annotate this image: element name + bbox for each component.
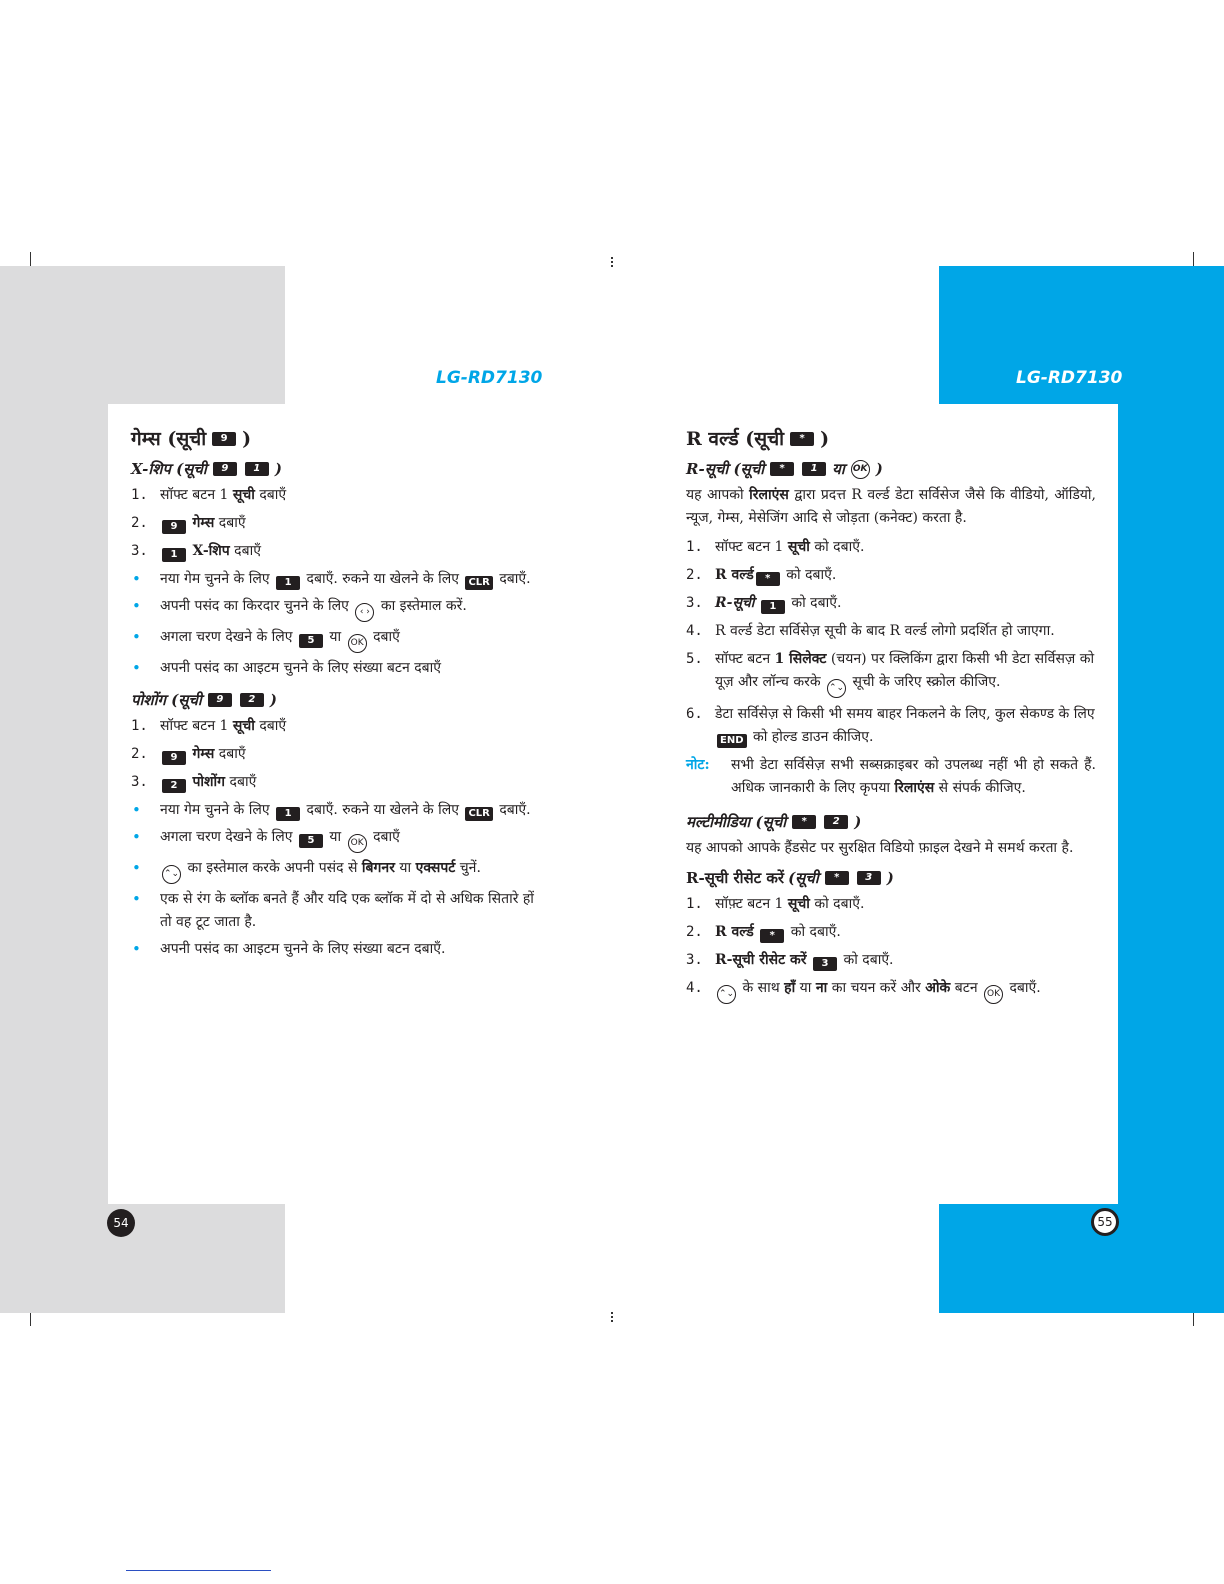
crop-mark (30, 252, 31, 266)
note: नोट: सभी डेटा सर्विसेज़ सभी सब्सक्राइबर को उपलब्ध नहीं भी हो सकते हैं. अधिक जानकारी के लिए कृपया रिलाएंस से संपर्क कीजिए. (686, 757, 1096, 796)
nav-up-down-icon: ⌃⌄ (827, 679, 846, 698)
step: 1. सॉफ़्ट बटन 1 सूची को दबाएँ. (686, 896, 865, 912)
page-number-left: 54 (107, 1209, 135, 1237)
bullet-item: • अपनी पसंद का किरदार चुनने के लिए ‹ › का इस्तेमाल करें. (131, 595, 541, 622)
r-world-title: R वर्ल्ड (सूची * ) (686, 428, 830, 450)
key-star-icon: * (770, 462, 794, 476)
games-title: गेम्स (सूची 9 ) (131, 428, 252, 450)
step: 3. R-सूची 1 को दबाएँ. (686, 595, 842, 612)
crop-mark (1193, 252, 1194, 266)
key-9-icon: 9 (213, 462, 237, 476)
step: 5. सॉफ्ट बटन 1 सिलेक्ट (चयन) पर क्लिकिंग द्वारा किसी भी डेटा सर्विसज़ को यूज़ और लॉन्च करके ⌃⌄ सूची के जरिए स्क्रोल कीजिए. (686, 648, 1096, 698)
bullet-item: • ⌃⌄ का इस्तेमाल करके अपनी पसंद से बिगनर या एक्सपर्ट चुनें. (131, 857, 541, 884)
page-number-right: 55 (1091, 1208, 1119, 1236)
crop-mark (611, 1312, 613, 1322)
key-2-icon: 2 (162, 779, 186, 793)
key-9-icon: 9 (162, 520, 186, 534)
key-9-icon: 9 (212, 432, 236, 446)
key-1-icon: 1 (802, 462, 826, 476)
xship-heading: X-शिप (सूची 9 1 ) (131, 460, 282, 478)
nav-left-right-icon: ‹ › (355, 603, 374, 622)
key-5-icon: 5 (299, 834, 323, 848)
key-9-icon: 9 (208, 693, 232, 707)
step: 2. 9 गेम्स दबाएँ (131, 515, 246, 532)
key-1-icon: 1 (761, 600, 785, 614)
bullet-item: • अपनी पसंद का आइटम चुनने के लिए संख्या बटन दबाएँ. (132, 940, 446, 958)
poshong-heading: पोशोंग (सूची 9 2 ) (131, 691, 277, 709)
step: 3. 2 पोशोंग दबाएँ (131, 774, 257, 791)
step: 2. R वर्ल्ड * को दबाएँ. (686, 924, 841, 941)
key-1-icon: 1 (162, 548, 186, 562)
bullet-item: • अगला चरण देखने के लिए 5 या OK दबाएँ (131, 626, 541, 653)
end-key-icon: END (717, 734, 747, 748)
step: 3. R-सूची रीसेट करें 3 को दबाएँ. (686, 952, 894, 969)
key-2-icon: 2 (824, 815, 848, 829)
key-star-icon: * (825, 871, 849, 885)
crop-mark (1193, 1312, 1194, 1326)
bullet-item: • अगला चरण देखने के लिए 5 या OK दबाएँ (131, 826, 541, 853)
key-1-icon: 1 (276, 807, 300, 821)
ok-button-icon: OK (348, 634, 367, 653)
multimedia-heading: मल्टीमीडिया (सूची * 2 ) (686, 813, 862, 831)
step: 1. सॉफ्ट बटन 1 सूची दबाएँ (131, 718, 287, 734)
step: 1. सॉफ्ट बटन 1 सूची दबाएँ (131, 487, 287, 503)
ok-button-icon: OK (851, 460, 870, 479)
clear-key-icon: CLR (465, 576, 492, 590)
step: 2. R वर्ल्ड * को दबाएँ. (686, 567, 837, 584)
model-header-left: LG-RD7130 (436, 368, 543, 388)
ok-button-icon: OK (984, 985, 1003, 1004)
right-column (686, 425, 1096, 1009)
crop-mark (30, 1312, 31, 1326)
r-list-intro: यह आपको रिलाएंस द्वारा प्रदत्त R वर्ल्ड डेटा सर्विसेज जैसे कि वीडियो, ऑडियो, न्यूज, गेम्स, मेसेजिंग आदि से जोड़ता (कनेक्ट) करता है. (686, 487, 1097, 526)
r-list-heading: R-सूची (सूची * 1 या OK ) (686, 460, 883, 478)
step: 3. 1 X-शिप दबाएँ (131, 543, 261, 560)
step: 4. ⌃⌄ के साथ हाँ या ना का चयन करें और ओके बटन OK दबाएँ. (686, 977, 1096, 1004)
key-1-icon: 1 (245, 462, 269, 476)
bullet-item: • नया गेम चुनने के लिए 1 दबाएँ. रुकने या खेलने के लिए CLR दबाएँ. (132, 570, 531, 588)
key-3-icon: 3 (857, 871, 881, 885)
key-3-icon: 3 (813, 957, 837, 971)
key-2-icon: 2 (240, 693, 264, 707)
bullet-item: • एक से रंग के ब्लॉक बनते हैं और यदि एक ब्लॉक में दो से अधिक सितारे हों तो वह टूट जाता है. (132, 890, 534, 930)
key-5-icon: 5 (299, 634, 323, 648)
model-header-right: LG-RD7130 (1016, 368, 1123, 388)
step: 2. 9 गेम्स दबाएँ (131, 746, 246, 763)
key-1-icon: 1 (276, 576, 300, 590)
bullet-item: • अपनी पसंद का आइटम चुनने के लिए संख्या बटन दबाएँ (132, 659, 441, 677)
key-star-icon: * (790, 432, 814, 446)
multimedia-text: यह आपको आपके हैंडसेट पर सुरक्षित विडियो फ़ाइल देखने मे समर्थ करता है. (686, 840, 1074, 856)
reset-heading: R-सूची रीसेट करें (सूची * 3 ) (686, 869, 894, 887)
key-star-icon: * (756, 572, 780, 586)
step: 4. R वर्ल्ड डेटा सर्विसेज़ सूची के बाद R वर्ल्ड लोगो प्रदर्शित हो जाएगा. (686, 623, 1055, 639)
bullet-item: • नया गेम चुनने के लिए 1 दबाएँ. रुकने या खेलने के लिए CLR दबाएँ. (132, 801, 531, 819)
footer-line (126, 1570, 271, 1571)
crop-mark (611, 257, 613, 267)
nav-up-down-icon: ⌃⌄ (717, 985, 736, 1004)
key-star-icon: * (760, 929, 784, 943)
step: 1. सॉफ्ट बटन 1 सूची को दबाएँ. (686, 539, 865, 555)
left-column (131, 425, 541, 965)
clear-key-icon: CLR (465, 807, 492, 821)
step: 6. डेटा सर्विसेज़ से किसी भी समय बाहर निकलने के लिए, कुल सेकण्ड के लिए END को होल्ड डाउन कीजिए. (686, 706, 1095, 746)
ok-button-icon: OK (348, 834, 367, 853)
nav-up-down-icon: ⌃⌄ (162, 865, 181, 884)
key-9-icon: 9 (162, 751, 186, 765)
key-star-icon: * (792, 815, 816, 829)
